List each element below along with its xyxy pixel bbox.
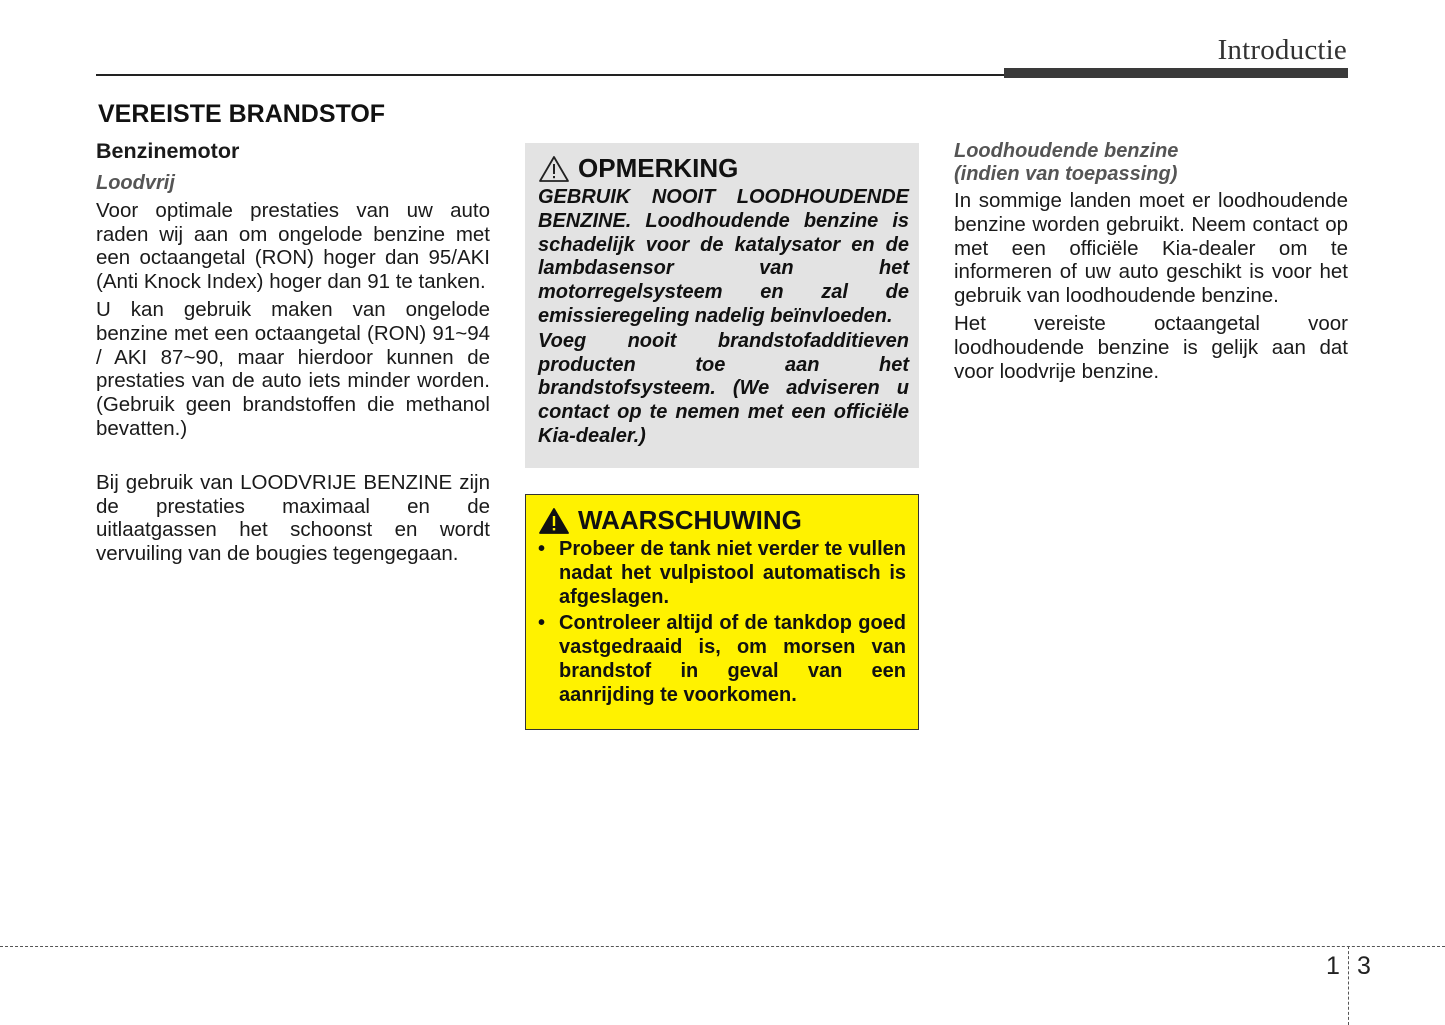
running-header-title: Introductie [1217, 34, 1347, 66]
chapter-number: 1 [1326, 952, 1340, 980]
warning-bullet: • Controleer altijd of de tankdop goed vastgedraaid is, om morsen van brandstof in geval van een aanrijding te voorkomen. [538, 612, 906, 707]
right-column [954, 140, 1348, 387]
paragraph: In sommige landen moet er loodhoudende benzine worden gebruikt. Neem contact op met een officiële Kia-dealer om te informeren of uw auto geschikt is voor het gebruik van loodhoudende benzine. [954, 189, 1348, 308]
warning-title-row [538, 505, 906, 536]
note-box [525, 143, 919, 468]
warning-title: WAARSCHUWING [578, 505, 802, 535]
paragraph: Het vereiste octaangetal voor loodhoudende benzine is gelijk aan dat voor loodvrije benzine. [954, 311, 1348, 383]
note-paragraph: GEBRUIK NOOIT LOODHOUDENDE BENZINE. Loodhoudende benzine is schadelijk voor de katalysator en de lambdasensor van het motorregelsysteem en zal de emissieregeling nadelig beïnvloeden. [538, 186, 909, 327]
note-body [538, 186, 909, 449]
footer-page-divider [1348, 946, 1349, 1025]
engine-heading: Benzinemotor [96, 139, 240, 163]
warning-box [525, 494, 919, 730]
warning-list [538, 538, 906, 708]
leaded-subheading-note: (indien van toepassing) [954, 163, 1178, 185]
leaded-subheading: Loodhoudende benzine [954, 140, 1179, 162]
left-column [96, 140, 490, 570]
footer-divider [0, 946, 1445, 947]
warning-triangle-icon [538, 507, 570, 535]
paragraph: Voor optimale prestaties van uw auto raden wij aan om ongelode benzine met een octaangetal (RON) hoger dan 95/AKI (Anti Knock Index) hoger dan 91 te tanken. [96, 198, 490, 294]
unleaded-subheading: Loodvrij [96, 171, 175, 194]
header-rule-accent [1004, 68, 1348, 78]
section-title: VEREISTE BRANDSTOF [98, 100, 386, 128]
note-title: OPMERKING [578, 153, 739, 183]
caution-triangle-icon [538, 155, 570, 183]
spacer [96, 445, 490, 471]
warning-bullet: • Probeer de tank niet verder te vullen nadat het vulpistool automatisch is afgeslagen. [538, 538, 906, 609]
paragraph: Bij gebruik van LOODVRIJE BENZINE zijn de prestaties maximaal en de uitlaatgassen het schoonst en wordt vervuiling van de bougies tegengegaan. [96, 470, 490, 566]
page-number: 3 [1357, 952, 1371, 980]
note-paragraph: Voeg nooit brandstofadditieven producten toe aan het brandstofsysteem. (We adviseren u contact op te nemen met een officiële Kia-dealer.) [538, 329, 909, 447]
note-title-row [538, 153, 909, 184]
paragraph: U kan gebruik maken van ongelode benzine met een octaangetal (RON) 91~94 / AKI 87~90, maar hierdoor kunnen de prestaties van de auto iets minder worden. (Gebruik geen brandstoffen die methanol bevatten.) [96, 297, 490, 440]
